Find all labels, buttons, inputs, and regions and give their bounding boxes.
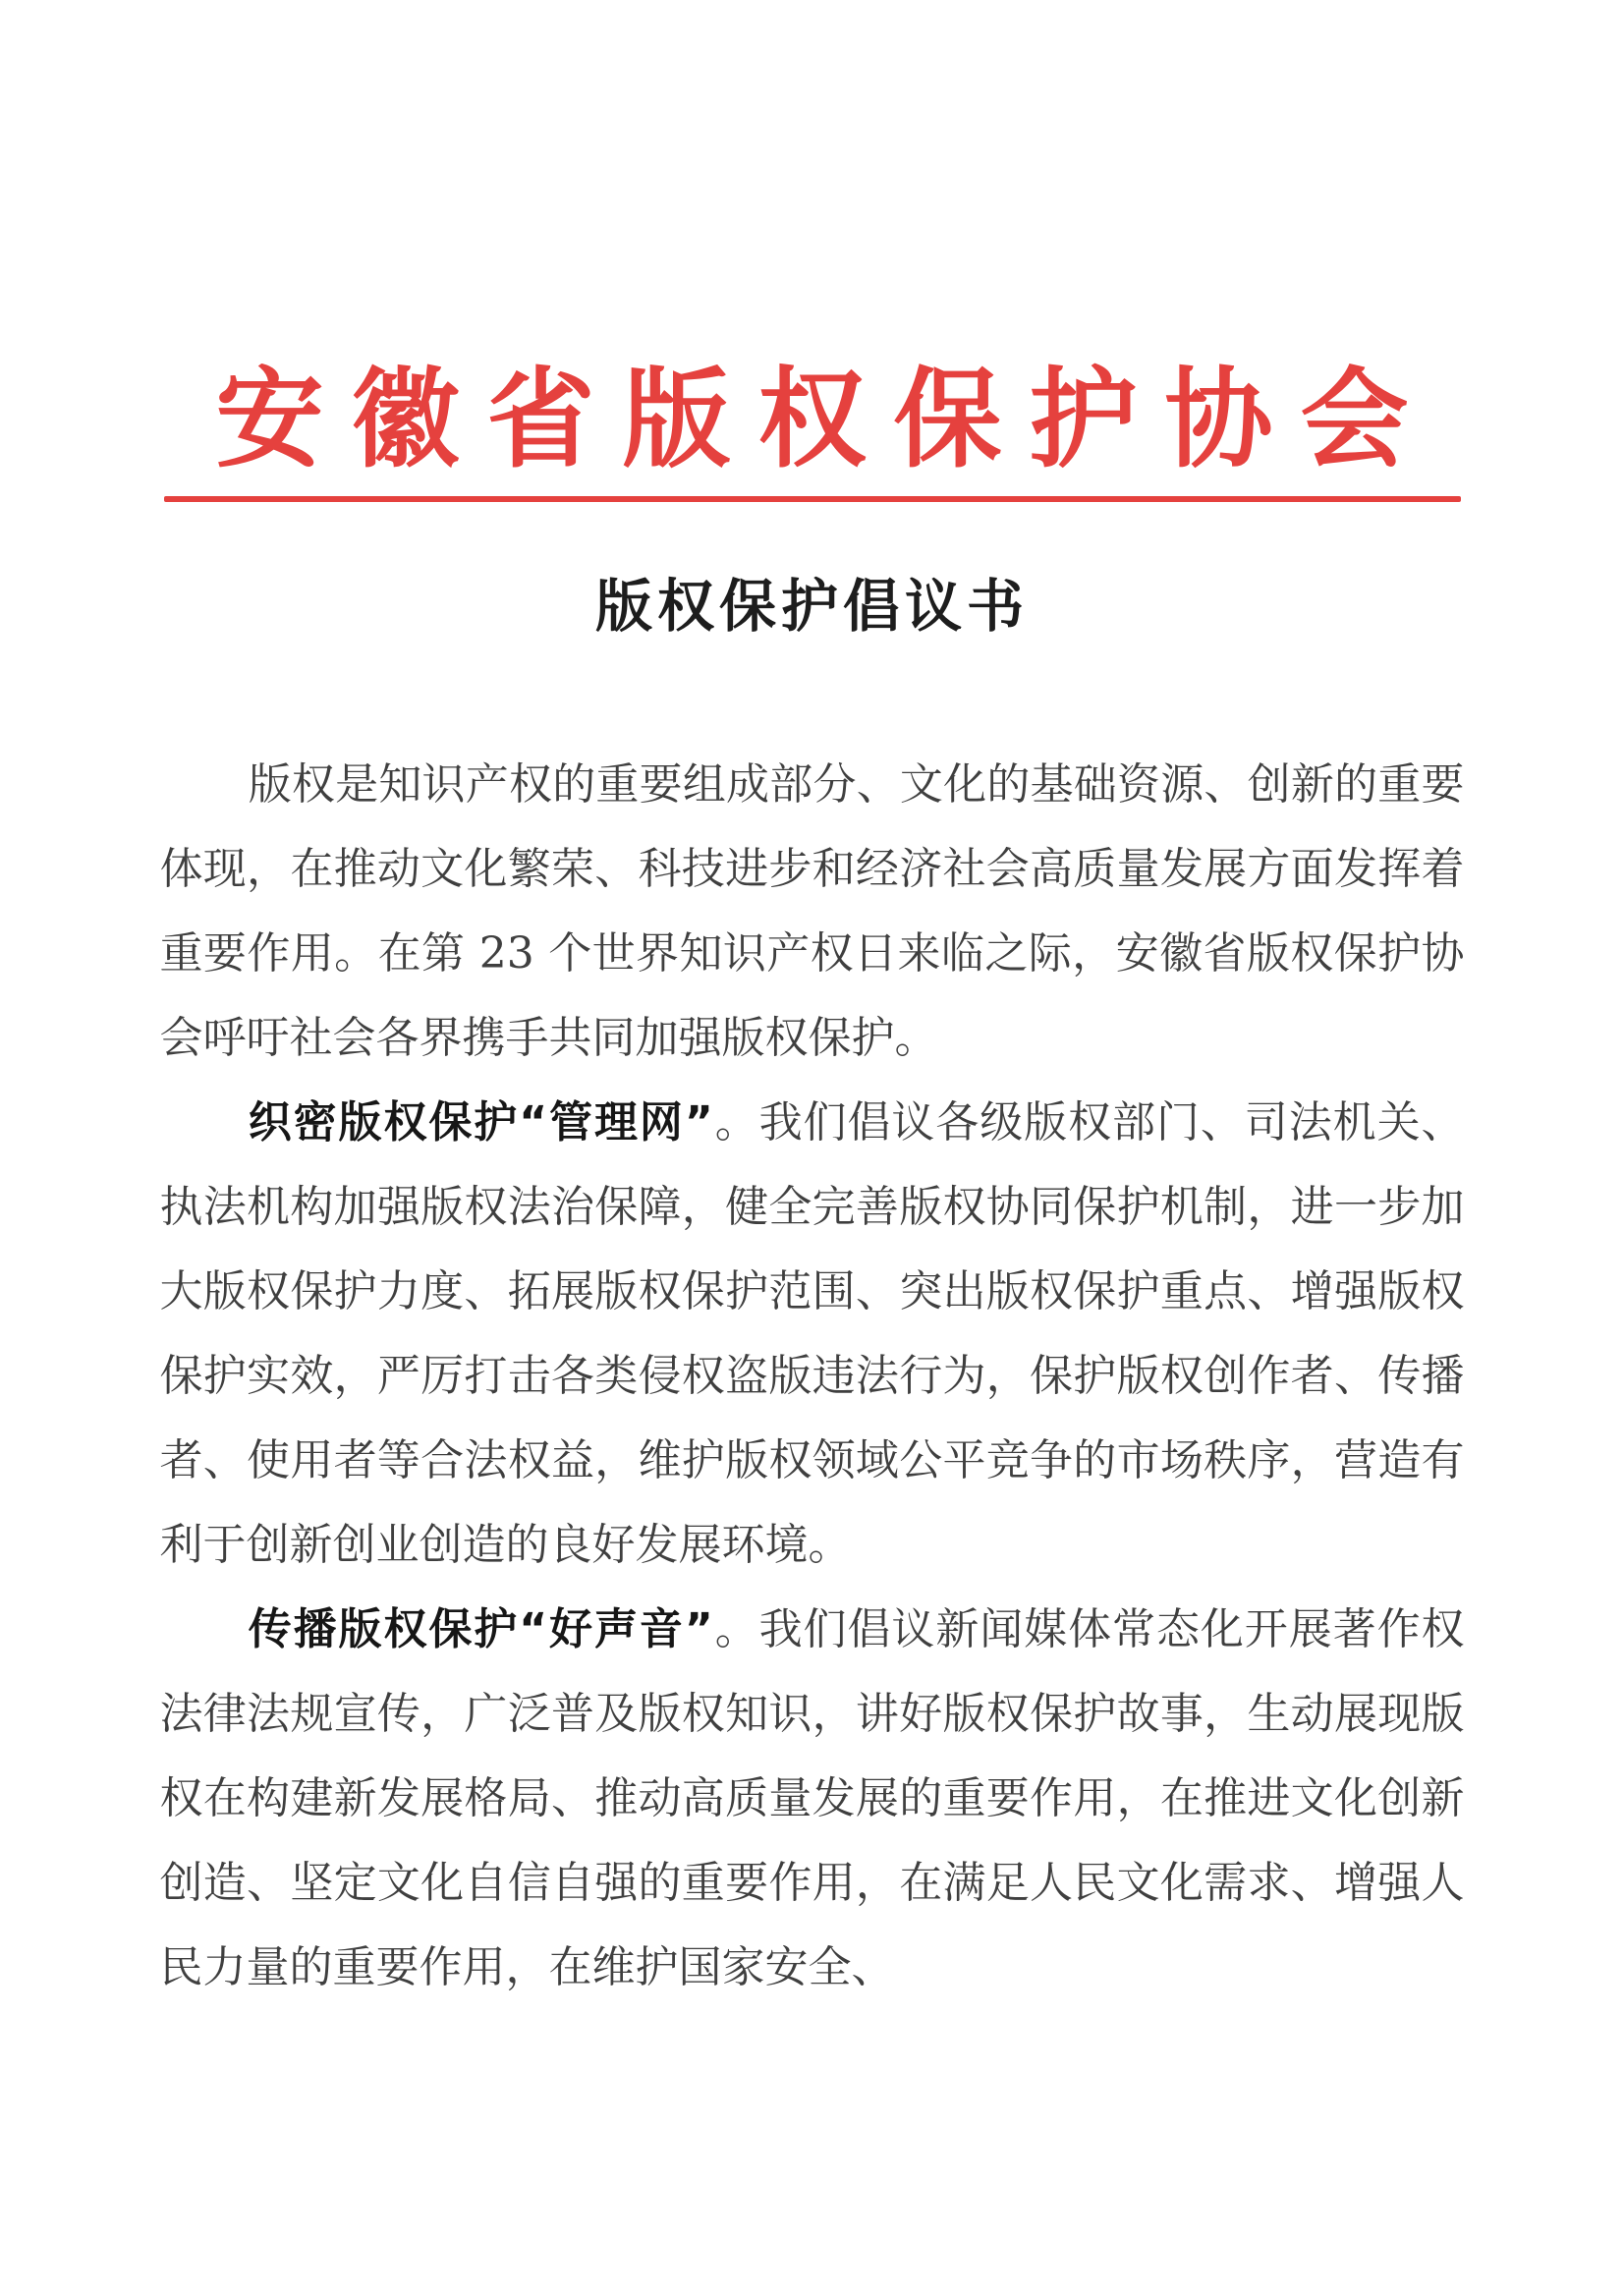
letterhead bbox=[0, 0, 1624, 502]
paragraph-intro bbox=[160, 743, 1465, 1081]
paragraph-good-voice bbox=[160, 1588, 1465, 2010]
letterhead-divider bbox=[164, 496, 1461, 502]
paragraph-good-voice-text: 。我们倡议新闻媒体常态化开展著作权法律法规宣传，广泛普及版权知识，讲好版权保护故事，生动展现版权在构建新发展格局、推动高质量发展的重要作用，在推进文化创新创造、坚定文化自信自强的重要作用，在满足人民文化需求、增强人民力量的重要作用，在维护国家安全、 bbox=[159, 1604, 1465, 1993]
paragraph-management-net-text: 。我们倡议各级版权部门、司法机关、执法机构加强版权法治保障，健全完善版权协同保护机制，进一步加大版权保护力度、拓展版权保护范围、突出版权保护重点、增强版权保护实效，严厉打击各类侵权盗版违法行为，保护版权创作者、传播者、使用者等合法权益，维护版权领域公平竞争的市场秩序，营造有利于创新创业创造的良好发展环境。 bbox=[159, 1097, 1465, 1571]
document-title: 版权保护倡议书 bbox=[594, 572, 1029, 640]
paragraph-management-net-lead: 织密版权保护“管理网” bbox=[248, 1097, 714, 1148]
letterhead-org-name: 安徽省版权保护协会 bbox=[215, 356, 1436, 482]
paragraph-good-voice-lead: 传播版权保护“好声音” bbox=[248, 1604, 714, 1655]
paragraph-intro-text: 版权是知识产权的重要组成部分、文化的基础资源、创新的重要体现，在推动文化繁荣、科技进步和经济社会高质量发展方面发挥着重要作用。在第 23 个世界知识产权日来临之际，安徽省版权保护协会呼吁社会各界携手共同加强版权保护。 bbox=[159, 759, 1465, 1064]
paragraph-management-net bbox=[160, 1081, 1465, 1588]
document-body bbox=[160, 743, 1465, 2010]
